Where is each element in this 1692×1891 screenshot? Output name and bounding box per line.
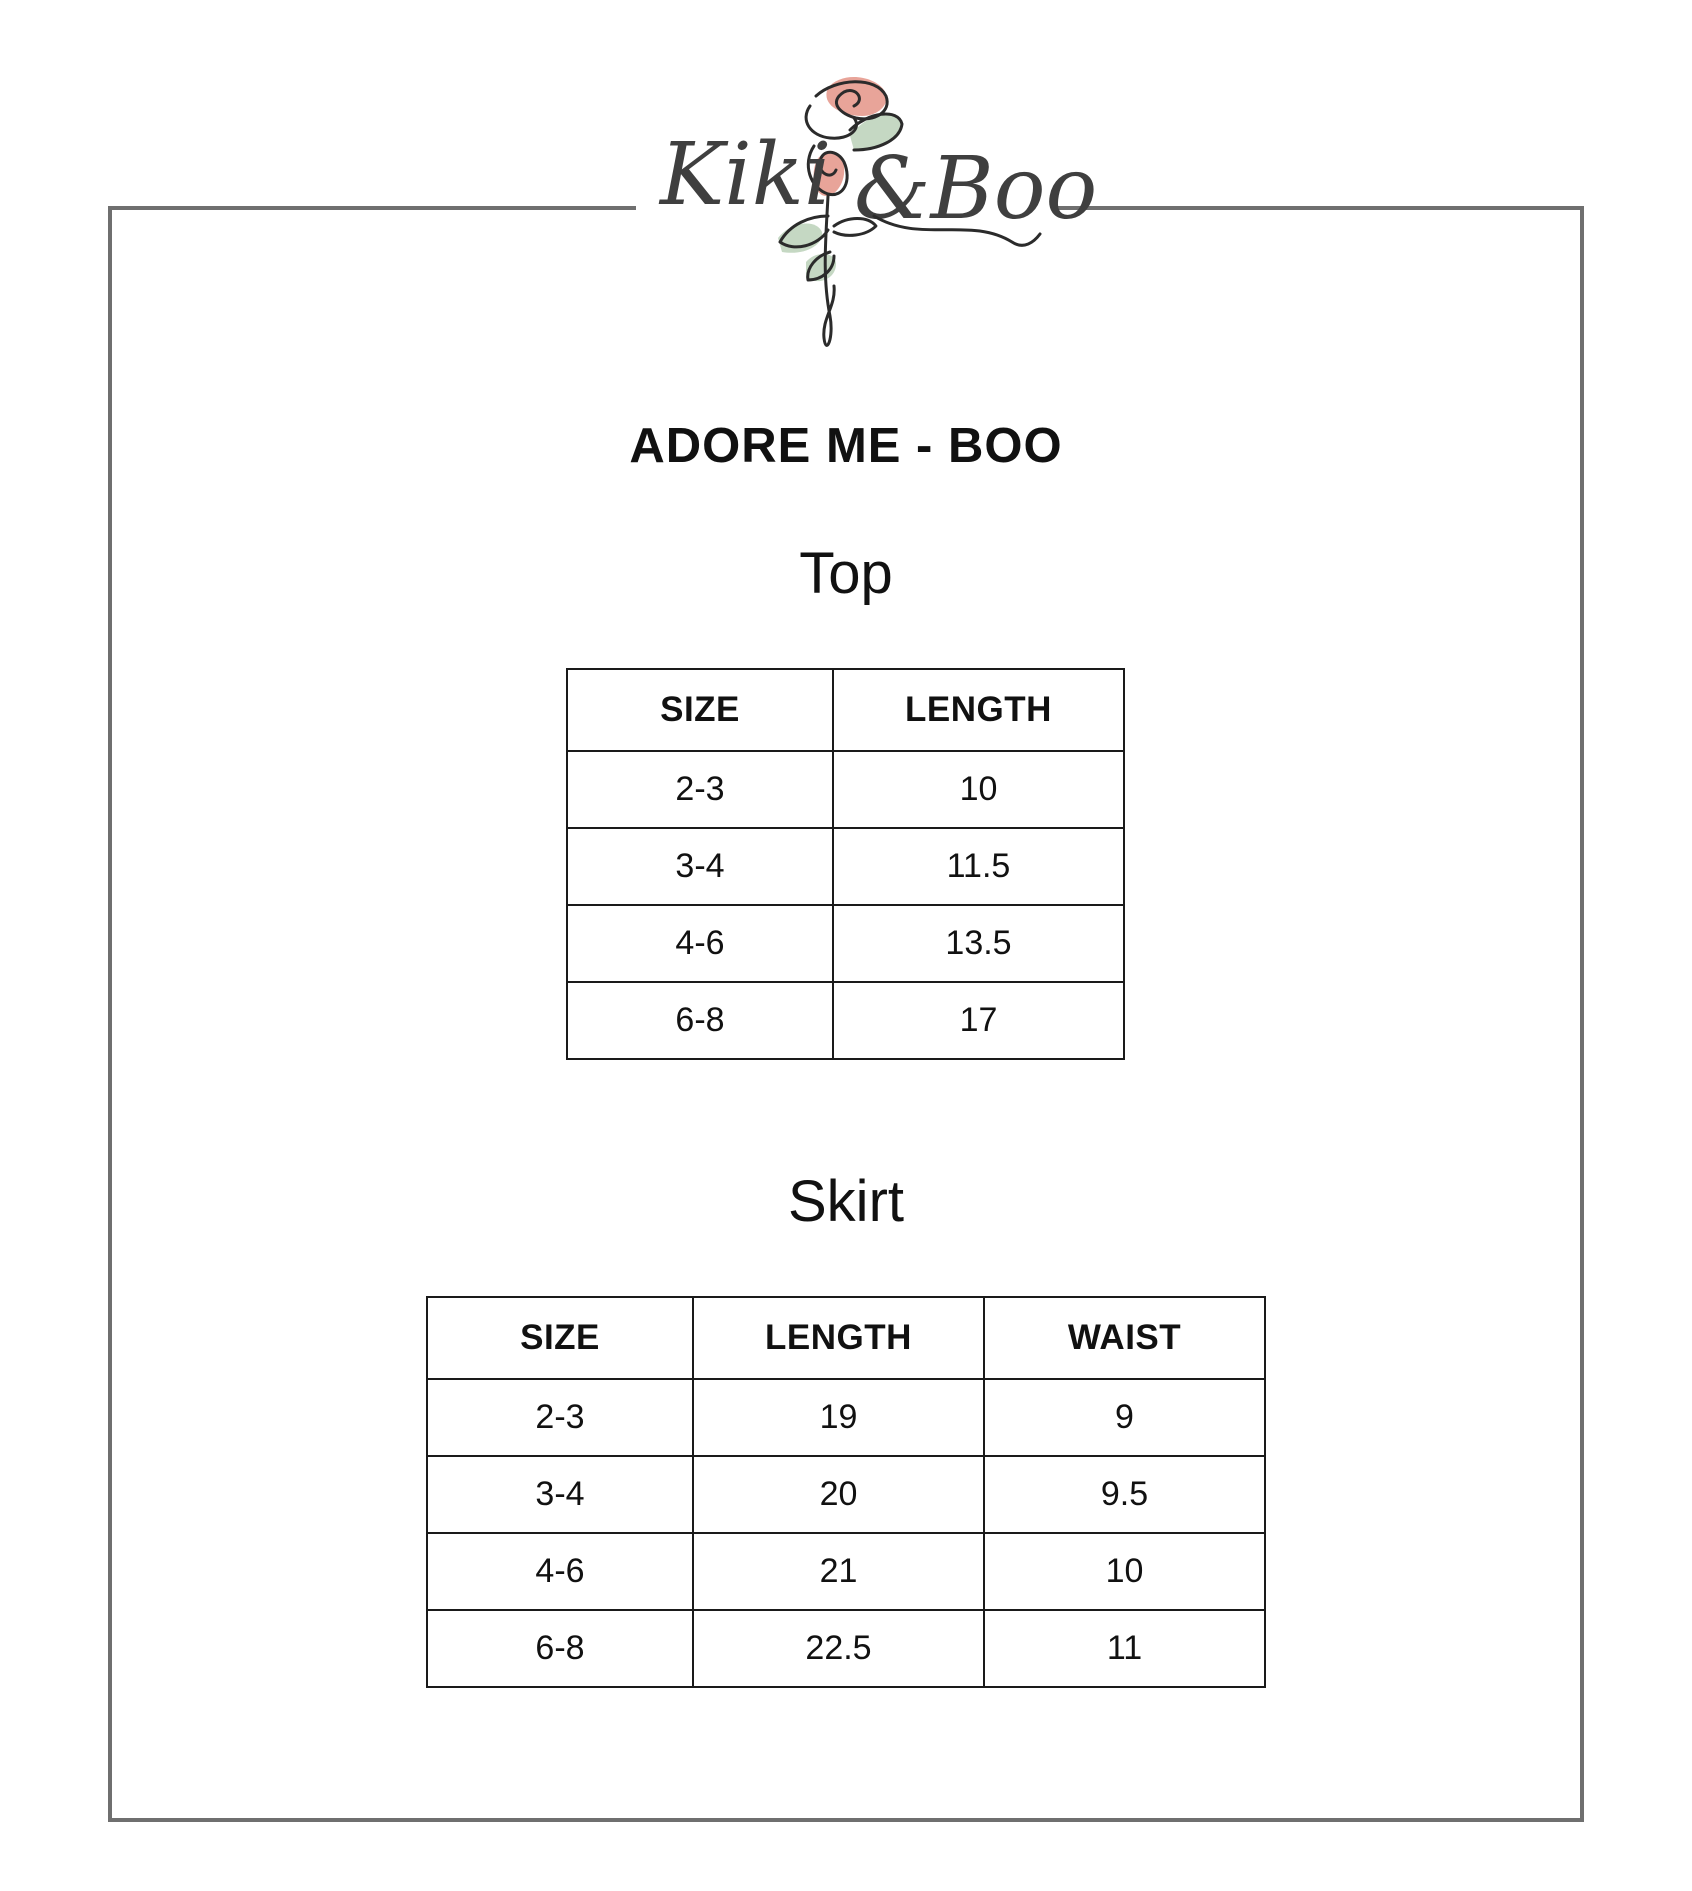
length-cell: 13.5 (833, 905, 1124, 982)
table-row (567, 905, 1124, 982)
waist-cell: 11 (984, 1610, 1265, 1687)
column-header-waist: WAIST (984, 1297, 1265, 1379)
page-title: ADORE ME - BOO (629, 419, 1063, 473)
length-cell: 21 (693, 1533, 984, 1610)
column-header-length: LENGTH (833, 669, 1124, 751)
size-cell: 6-8 (567, 982, 833, 1059)
waist-cell: 9 (984, 1379, 1265, 1456)
column-header-length: LENGTH (693, 1297, 984, 1379)
size-cell: 2-3 (567, 751, 833, 828)
size-cell: 3-4 (427, 1456, 693, 1533)
brand-logo (640, 66, 1098, 366)
top-section-heading: Top (799, 541, 893, 606)
table-row (567, 982, 1124, 1059)
length-cell: 22.5 (693, 1610, 984, 1687)
rose-logo-icon (640, 66, 1098, 366)
size-cell: 4-6 (567, 905, 833, 982)
leaf-wash-icon (778, 223, 822, 252)
size-cell: 6-8 (427, 1610, 693, 1687)
length-cell: 20 (693, 1456, 984, 1533)
table-header-row (427, 1297, 1265, 1379)
length-cell: 10 (833, 751, 1124, 828)
skirt-size-table (426, 1296, 1266, 1688)
size-cell: 4-6 (427, 1533, 693, 1610)
column-header-size: SIZE (567, 669, 833, 751)
wordmark-kiki: Kiki (660, 125, 832, 225)
table-row (427, 1456, 1265, 1533)
table-row (567, 751, 1124, 828)
length-cell: 11.5 (833, 828, 1124, 905)
waist-cell: 9.5 (984, 1456, 1265, 1533)
length-cell: 17 (833, 982, 1124, 1059)
size-cell: 2-3 (427, 1379, 693, 1456)
column-header-size: SIZE (427, 1297, 693, 1379)
skirt-section-heading: Skirt (788, 1169, 904, 1234)
table-header-row (567, 669, 1124, 751)
table-row (567, 828, 1124, 905)
wordmark-boo: &Boo (854, 139, 1098, 239)
table-row (427, 1610, 1265, 1687)
top-size-table (566, 668, 1125, 1060)
table-row (427, 1533, 1265, 1610)
waist-cell: 10 (984, 1533, 1265, 1610)
size-cell: 3-4 (567, 828, 833, 905)
table-row (427, 1379, 1265, 1456)
length-cell: 19 (693, 1379, 984, 1456)
